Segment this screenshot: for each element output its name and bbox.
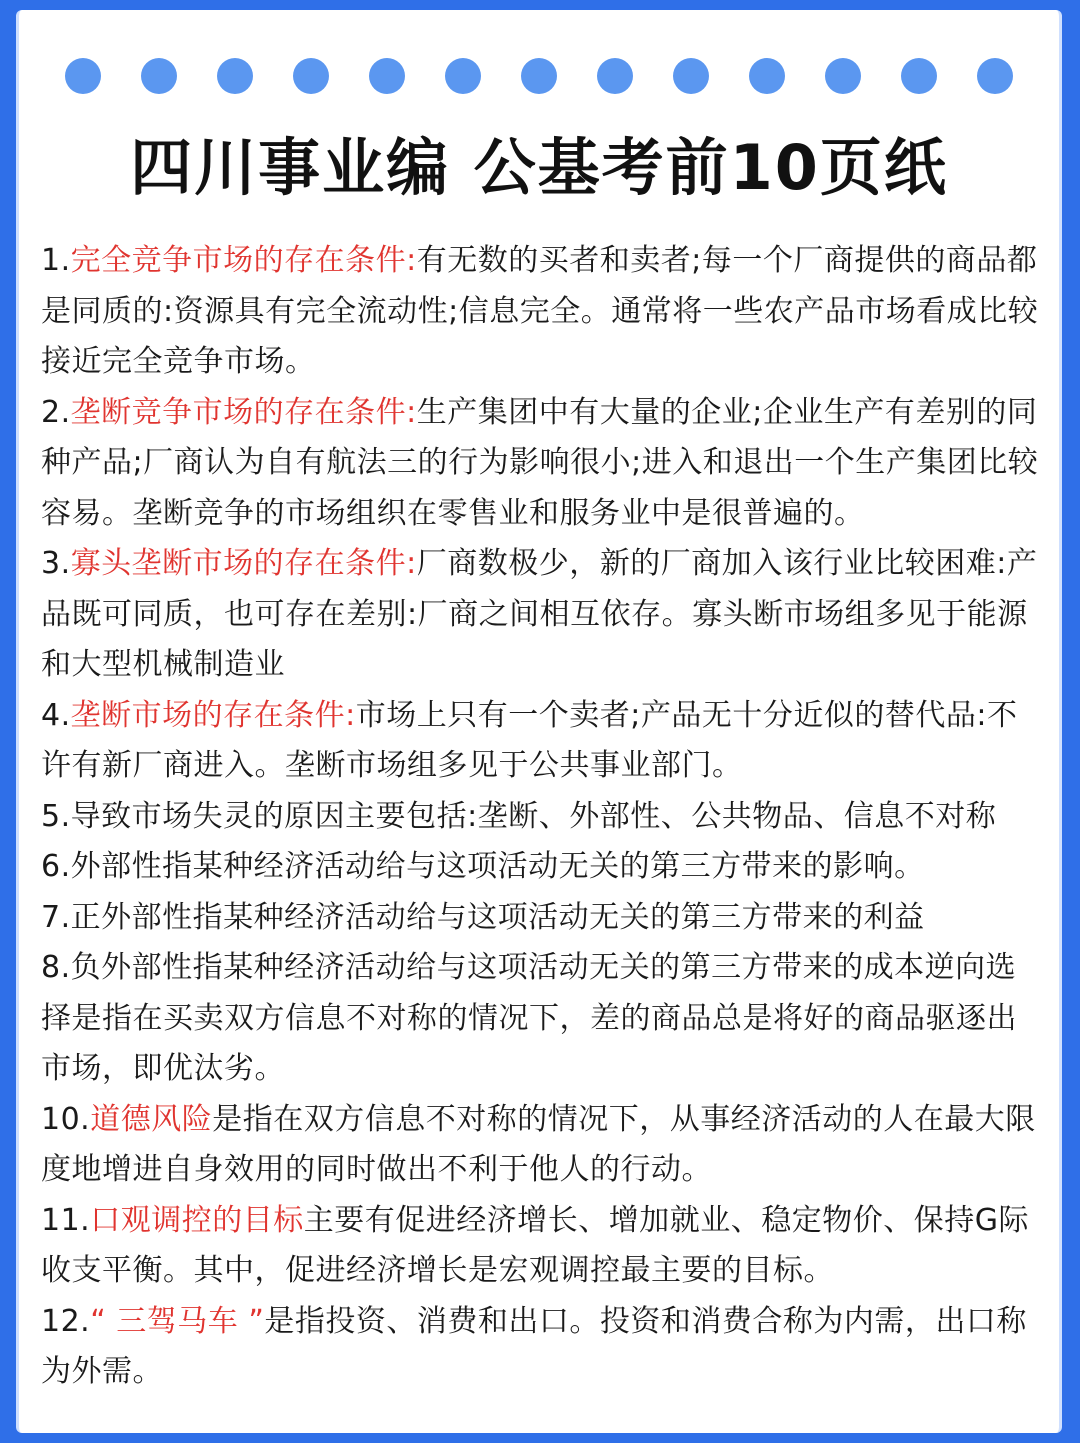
note-item-12: [41, 1297, 1043, 1398]
note-highlight: 垄断竞争市场的存在条件:: [70, 394, 417, 430]
binder-dot-icon: [445, 58, 481, 94]
binder-dot-icon: [521, 58, 557, 94]
note-number: 11.: [41, 1202, 91, 1238]
note-number: 7.: [41, 899, 71, 935]
note-item-5: [41, 792, 1043, 843]
note-text: 市场上只有一个卖者;产品无十分近似的替代品:不许有新厂商进入。垄断市场组多见于公共事业部门。: [41, 697, 1018, 783]
binder-dot-icon: [141, 58, 177, 94]
note-item-10: [41, 1095, 1043, 1196]
binder-dot-icon: [217, 58, 253, 94]
note-text: 生产集团中有大量的企业;企业生产有差别的同种产品;厂商认为自有航法三的行为影响很小;进入和退出一个生产集团比较容易。垄断竞争的市场组织在零售业和服务业中是很普遍的。: [41, 394, 1039, 531]
note-item-8: [41, 943, 1043, 1095]
note-text: 是指在双方信息不对称的情况下，从事经济活动的人在最大限度地增进自身效用的同时做出不利于他人的行动。: [41, 1101, 1036, 1187]
note-text: 有无数的买者和卖者;每一个厂商提供的商品都是同质的:资源具有完全流动性;信息完全。通常将一些农产品市场看成比较接近完全竞争市场。: [41, 243, 1039, 379]
note-item-3: [41, 539, 1043, 691]
note-highlight: 口观调控的目标: [90, 1202, 304, 1238]
binder-dots: [65, 58, 1013, 96]
binder-dot-icon: [901, 58, 937, 94]
note-text: 厂商数极少，新的厂商加入该行业比较困难:产品既可同质，也可存在差别:厂商之间相互依存。寡头断市场组多见于能源和大型机械制造业: [41, 546, 1038, 682]
note-highlight: 垄断市场的存在条件:: [70, 697, 356, 733]
binder-dot-icon: [369, 58, 405, 94]
note-number: 8.: [41, 950, 71, 985]
binder-dot-icon: [749, 58, 785, 94]
note-number: 5.: [41, 798, 71, 834]
note-item-2: [41, 388, 1043, 540]
note-highlight: “ 三驾马车 ”: [90, 1303, 265, 1339]
note-number: 10.: [41, 1101, 91, 1137]
binder-dot-icon: [977, 58, 1013, 94]
note-item-4: [41, 691, 1043, 792]
note-item-11: [41, 1196, 1043, 1297]
note-highlight: 完全竞争市场的存在条件:: [70, 243, 417, 278]
note-number: 6.: [41, 849, 71, 884]
note-text: 导致市场失灵的原因主要包括:垄断、外部性、公共物品、信息不对称: [70, 798, 997, 834]
binder-dot-icon: [673, 58, 709, 94]
note-text: 正外部性指某种经济活动给与这项活动无关的第三方带来的利益: [70, 899, 925, 935]
note-text: 是指投资、消费和出口。投资和消费合称为内需，出口称为外需。: [41, 1303, 1027, 1389]
note-text: 负外部性指某种经济活动给与这项活动无关的第三方带来的成本逆向选择是指在买卖双方信息不对称的情况下，差的商品总是将好的商品驱逐出市场，即优汰劣。: [41, 950, 1017, 1086]
note-number: 4.: [41, 697, 71, 733]
note-highlight: 寡头垄断市场的存在条件:: [70, 546, 417, 581]
note-number: 2.: [41, 394, 71, 430]
note-highlight: 道德风险: [90, 1101, 213, 1137]
notes-list: [41, 236, 1043, 1398]
note-item-1: [41, 236, 1043, 388]
note-number: 3.: [41, 546, 71, 581]
note-number: 1.: [41, 243, 71, 278]
page-title: 四川事业编 公基考前10页纸: [130, 131, 948, 204]
binder-dot-icon: [65, 58, 101, 94]
binder-dot-icon: [293, 58, 329, 94]
note-text: 主要有促进经济增长、增加就业、稳定物价、保持G际收支平衡。其中，促进经济增长是宏观调控最主要的目标。: [41, 1202, 1029, 1288]
binder-dot-icon: [597, 58, 633, 94]
note-item-7: [41, 893, 1043, 944]
note-item-6: [41, 842, 1043, 893]
note-card: [16, 10, 1062, 1433]
binder-dot-icon: [825, 58, 861, 94]
note-number: 12.: [41, 1303, 91, 1339]
note-text: 外部性指某种经济活动给与这项活动无关的第三方带来的影响。: [70, 849, 925, 884]
